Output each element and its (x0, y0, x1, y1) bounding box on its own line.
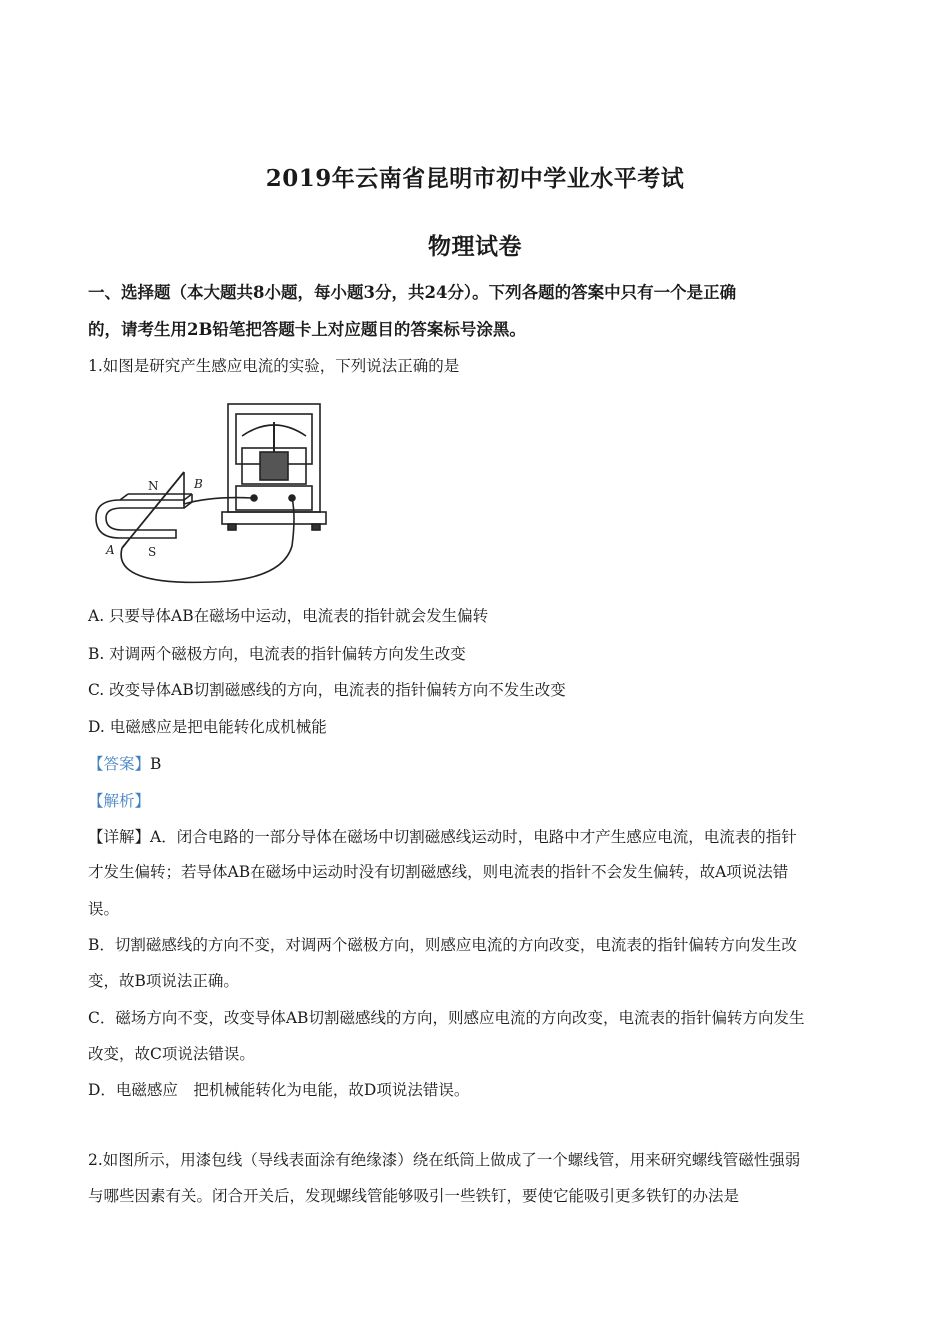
horseshoe-magnet (96, 500, 184, 538)
exam-subtitle: 物理试卷 (428, 233, 522, 260)
answer-value: B (150, 755, 162, 773)
detail-line-2: 才发生偏转；若导体AB在磁场中运动时没有切割磁感线，则电流表的指针不会发生偏转，故A项说法错 (88, 863, 789, 881)
detail-line-6: C．磁场方向不变，改变导体AB切割磁感线的方向，则感应电流的方向改变，电流表的指针偏转方向发生 (88, 1009, 805, 1027)
question-1-option-d: D. 电磁感应是把电能转化成机械能 (88, 718, 327, 736)
question-1-analysis-label: 【解析】 (88, 792, 151, 810)
question-1-option-a: A. 只要导体AB在磁场中运动，电流表的指针就会发生偏转 (88, 607, 489, 625)
wire-b (184, 498, 252, 504)
question-1-stem: 1.如图是研究产生感应电流的实验，下列说法正确的是 (88, 357, 460, 375)
question-2-line-2: 与哪些因素有关。闭合开关后，发现螺线管能够吸引一些铁钉，要使它能吸引更多铁钉的办法是 (88, 1187, 740, 1205)
question-1-answer (88, 753, 878, 775)
detail-line-5: 变，故B项说法正确。 (88, 972, 239, 990)
detail-line-4: B．切割磁感线的方向不变，对调两个磁极方向，则感应电流的方向改变，电流表的指针偏转方向发生改 (88, 936, 797, 954)
section-instructions-line-1: 一、选择题（本大题共8小题，每小题3分，共24分）。下列各题的答案中只有一个是正确 (88, 283, 737, 302)
detail-line-7: 改变，故C项说法错误。 (88, 1045, 255, 1063)
section-instructions-line-2: 的，请考生用2B铅笔把答题卡上对应题目的答案标号涂黑。 (88, 320, 526, 339)
question-1-option-c: C. 改变导体AB切割磁感线的方向，电流表的指针偏转方向不发生改变 (88, 681, 566, 699)
galvanometer-base (222, 512, 326, 524)
galvanometer-coil (260, 452, 288, 480)
exam-title: 2019年云南省昆明市初中学业水平考试 (265, 165, 685, 192)
detail-line-3: 误。 (88, 900, 120, 918)
answer-label: 【答案】 (88, 755, 151, 773)
induction-experiment-figure (92, 396, 332, 592)
label-s: S (148, 545, 157, 559)
question-1-option-b: B. 对调两个磁极方向，电流表的指针偏转方向发生改变 (88, 645, 466, 663)
label-n: N (148, 479, 159, 493)
detail-line-1: 【详解】A．闭合电路的一部分导体在磁场中切割磁感线运动时，电路中才产生感应电流，电流表的指针 (88, 828, 797, 846)
label-b: B (194, 477, 203, 491)
label-a: A (106, 543, 115, 557)
question-2-line-1: 2.如图所示，用漆包线（导线表面涂有绝缘漆）绕在纸筒上做成了一个螺线管，用来研究螺线管磁性强弱 (88, 1151, 801, 1169)
detail-line-8: D．电磁感应 把机械能转化为电能，故D项说法错误。 (88, 1081, 470, 1099)
